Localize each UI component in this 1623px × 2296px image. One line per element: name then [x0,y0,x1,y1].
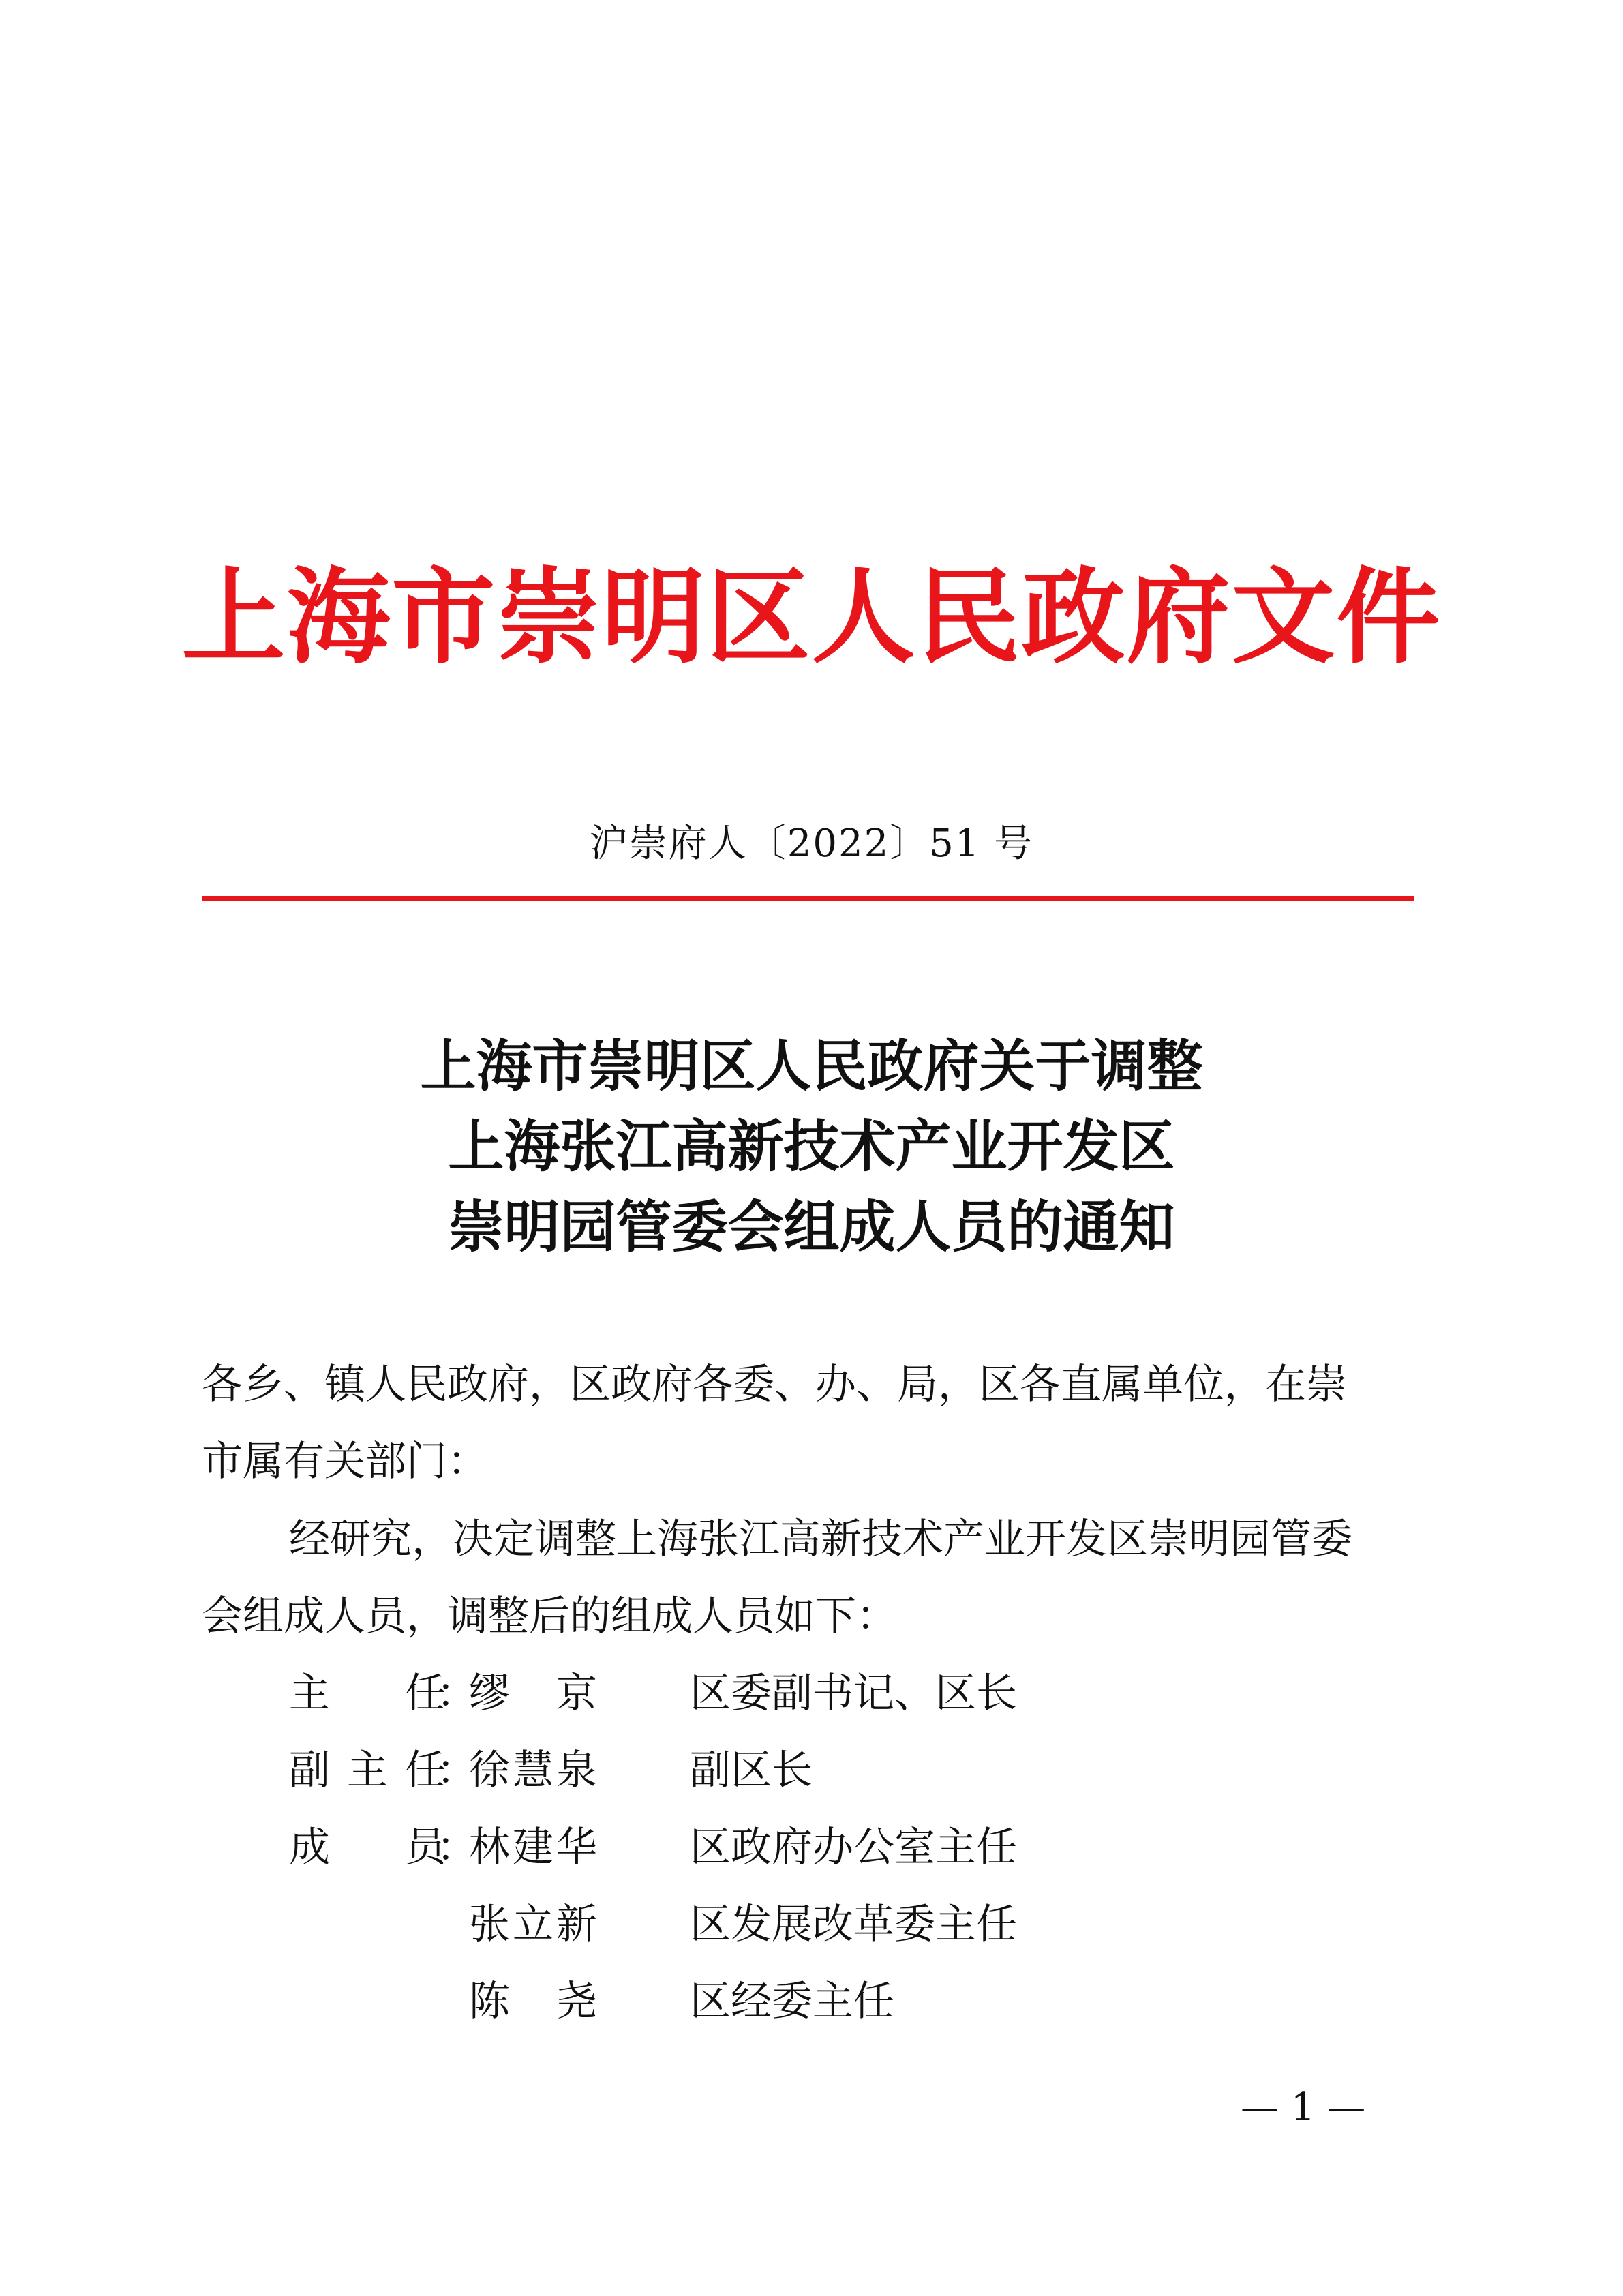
notice-title-line: 崇明园管委会组成人员的通知 [448,1194,1175,1260]
member-colon: ： [436,1670,477,1717]
page-number: — 1 — [1241,2085,1366,2130]
member-colon: ： [436,1824,477,1871]
member-row [0,1886,1623,1963]
member-list [0,1655,1623,2040]
member-role: 副主任 [289,1747,446,1794]
member-name: 陈尧 [469,1978,597,2025]
member-name: 缪京 [469,1670,597,1717]
member-position: 区经委主任 [690,1978,894,2025]
notice-title-line: 上海张江高新技术产业开发区 [448,1114,1175,1179]
member-name: 林建华 [469,1824,597,1871]
addressee-block [202,1346,1419,1500]
body-line: 会组成人员，调整后的组成人员如下： [202,1592,897,1640]
document-header-title: 上海市崇明区人民政府文件 [181,556,1442,678]
notice-title-line: 上海市崇明区人民政府关于调整 [420,1033,1203,1099]
member-colon: ： [436,1747,477,1794]
member-position: 区委副书记、区长 [690,1670,1017,1717]
member-name: 徐慧泉 [469,1747,597,1794]
addressee-line: 各乡、镇人民政府，区政府各委、办、局，区各直属单位，在崇 [202,1361,1347,1408]
member-row [0,1809,1623,1886]
addressee-line: 市属有关部门： [202,1438,488,1485]
document-number: 沪崇府人〔2022〕51 号 [589,821,1034,866]
member-name: 张立新 [469,1901,597,1948]
body-line: 经研究，决定调整上海张江高新技术产业开发区崇明园管委 [289,1515,1352,1563]
member-role: 主任 [289,1670,446,1717]
member-row [0,1963,1623,2040]
notice-title [0,1026,1623,1267]
red-divider-line [202,896,1414,901]
body-paragraph [202,1501,1419,1655]
member-row [0,1732,1623,1809]
member-position: 副区长 [690,1747,813,1794]
member-role: 成员 [289,1824,446,1871]
member-position: 区发展改革委主任 [690,1901,1017,1948]
member-row [0,1655,1623,1732]
member-position: 区政府办公室主任 [690,1824,1017,1871]
